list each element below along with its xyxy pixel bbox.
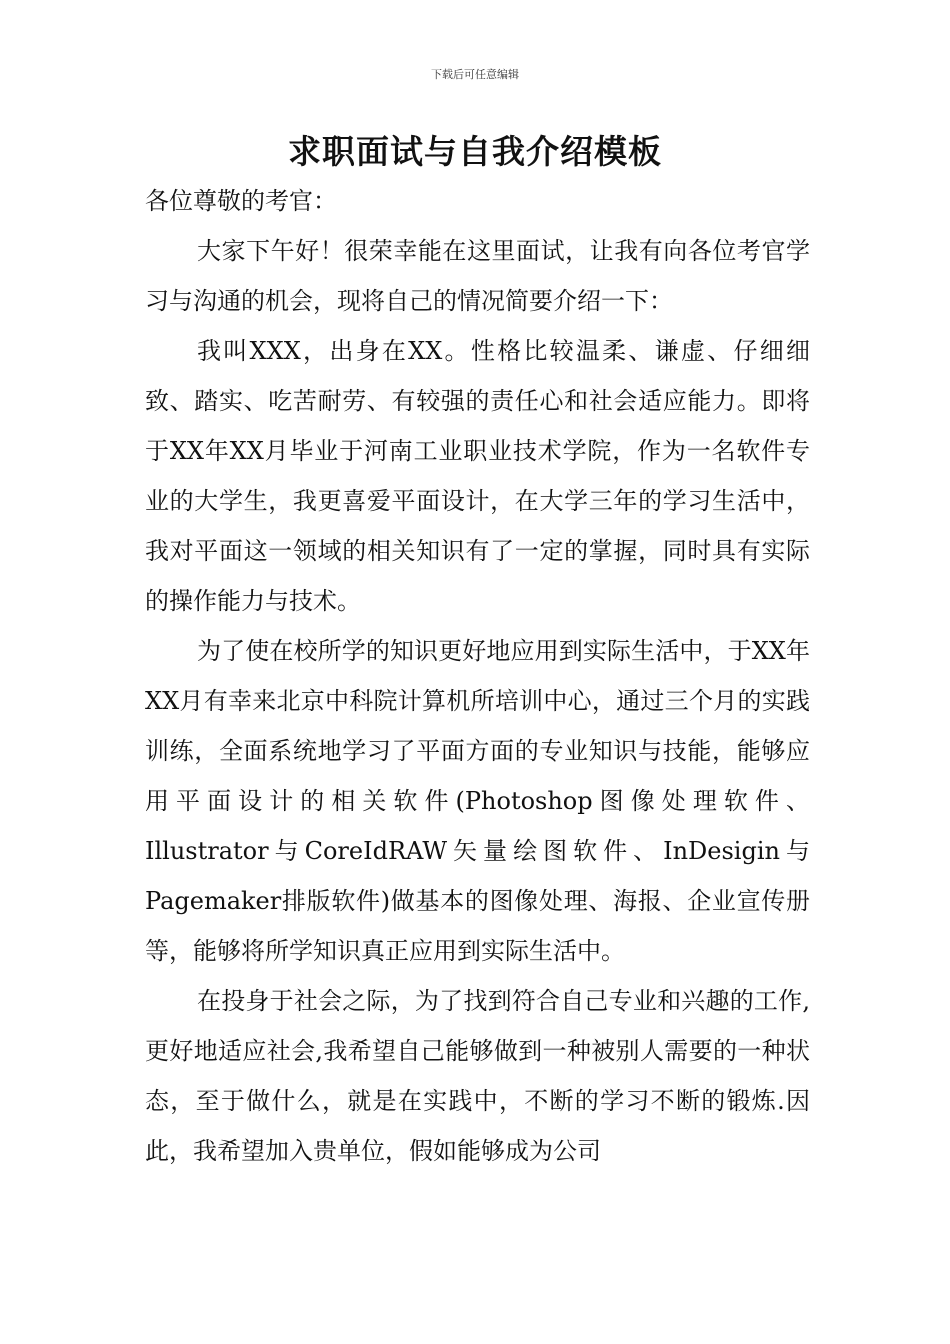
paragraph-greeting: 大家下午好！很荣幸能在这里面试，让我有向各位考官学习与沟通的机会，现将自己的情况简要介绍一下： (145, 237, 810, 315)
paragraph-training: 为了使在校所学的知识更好地应用到实际生活中，于XX年XX月有幸来北京中科院计算机所培训中心，通过三个月的实践训练，全面系统地学习了平面方面的专业知识与技能，能够应用平面设计的相关软件(Photoshop图像处理软件、Illustrator与CoreIdRAW矢量绘图软件、InDesigin与Pagemaker排版软件)做基本的图像处理、海报、企业宣传册等，能够将所学知识真正应用到实际生活中。 (145, 637, 810, 965)
paragraph-aspiration: 在投身于社会之际，为了找到符合自己专业和兴趣的工作,更好地适应社会,我希望自己能够做到一种被别人需要的一种状态，至于做什么，就是在实践中，不断的学习不断的锻炼.因此，我希望加入贵单位，假如能够成为公司 (145, 987, 810, 1165)
header-note: 下载后可任意编辑 (431, 68, 519, 81)
document-body (145, 176, 810, 1176)
paragraph-background: 我叫XXX，出身在XX。性格比较温柔、谦虚、仔细细致、踏实、吃苦耐劳、有较强的责任心和社会适应能力。即将于XX年XX月毕业于河南工业职业技术学院，作为一名软件专业的大学生，我更喜爱平面设计，在大学三年的学习生活中，我对平面这一领域的相关知识有了一定的掌握，同时具有实际的操作能力与技术。 (145, 337, 810, 615)
document-title: 求职面试与自我介绍模板 (288, 132, 662, 171)
salutation: 各位尊敬的考官： (145, 187, 337, 215)
